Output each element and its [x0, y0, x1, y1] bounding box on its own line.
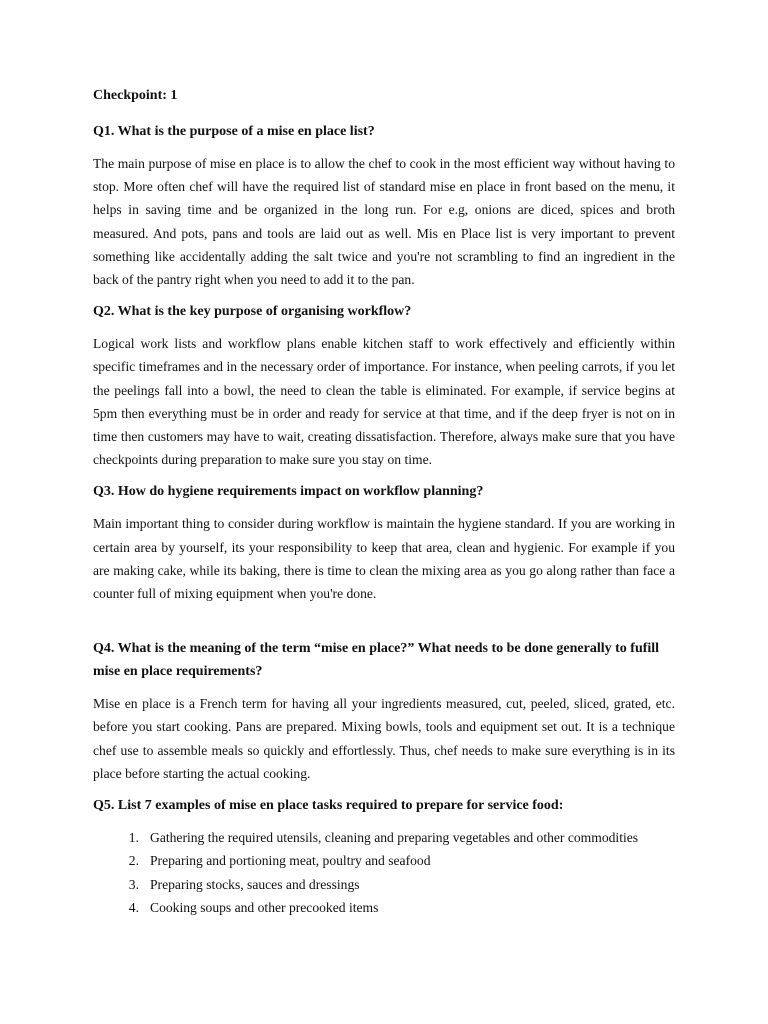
answer-1: The main purpose of mise en place is to allow the chef to cook in the most efficient way without having to stop. More often chef will have the required list of standard mise en place in front based on the menu, it helps in saving time and be organized in the long run. For e.g, onions are diced, spices and broth measured. And pots, pans and tools are laid out as well. Mis en Place list is very important to prevent something like accidentally adding the salt twice and you're not scrambling to find an ingredient in the back of the pantry right when you need to add it to the pan. — [93, 156, 675, 288]
blank-line — [93, 614, 675, 637]
list-item-text: Cooking soups and other precooked items — [150, 900, 379, 916]
list-item-text: Gathering the required utensils, cleaning and preparing vegetables and other commodities — [150, 830, 639, 846]
answer-2: Logical work lists and workflow plans enable kitchen staff to work effectively and efficiently within specific timeframes and in the necessary order of importance. For instance, when peeling carrots, if you let the peelings fall into a bowl, the need to clean the table is eliminated. For example, if service begins at 5pm then everything must be in order and ready for service at that time, and if the deep fryer is not on in time then customers may have to wait, creating dissatisfaction. Therefore, always make sure that you have checkpoints during preparation to make sure you stay on time. — [93, 336, 675, 468]
question-1: Q1. What is the purpose of a mise en place list? — [93, 124, 375, 139]
list-item-number: 1. — [128, 830, 139, 846]
question-5: Q5. List 7 examples of mise en place tasks required to prepare for service food: — [93, 798, 564, 814]
question-4: Q4. What is the meaning of the term “mise en place?” What needs to be done generally to fufill mise en place requirements? — [93, 641, 660, 680]
question-3: Q3. How do hygiene requirements impact on workflow planning? — [93, 484, 484, 500]
list-item — [93, 873, 675, 896]
list-item-number: 2. — [128, 853, 139, 869]
list-item-text: Preparing and portioning meat, poultry and seafood — [150, 853, 431, 869]
answer-4: Mise en place is a French term for having all your ingredients measured, cut, peeled, sliced, grated, etc. before you start cooking. Pans are prepared. Mixing bowls, tools and equipment set out. It is a technique chef use to assemble meals so quickly and effortlessly. Thus, chef needs to make sure everything is in its place before starting the actual cooking. — [93, 696, 675, 781]
document-page — [93, 86, 675, 920]
question-2: Q2. What is the key purpose of organising workflow? — [93, 304, 412, 320]
list-item-number: 3. — [128, 876, 139, 892]
list-item-number: 4. — [128, 900, 139, 916]
list-item-text: Preparing stocks, sauces and dressings — [150, 876, 360, 892]
answer-3: Main important thing to consider during workflow is maintain the hygiene standard. If you are working in certain area by yourself, its your responsibility to keep that area, clean and hygienic. For example if you are making cake, while its baking, there is time to clean the mixing area as you go along rather than face a counter full of mixing equipment when you're done. — [93, 516, 675, 602]
list-item — [93, 896, 675, 919]
list-item — [93, 849, 675, 872]
list-item — [93, 826, 675, 849]
checkpoint-title: Checkpoint: 1 — [93, 88, 178, 103]
mise-en-place-task-list — [93, 826, 675, 920]
